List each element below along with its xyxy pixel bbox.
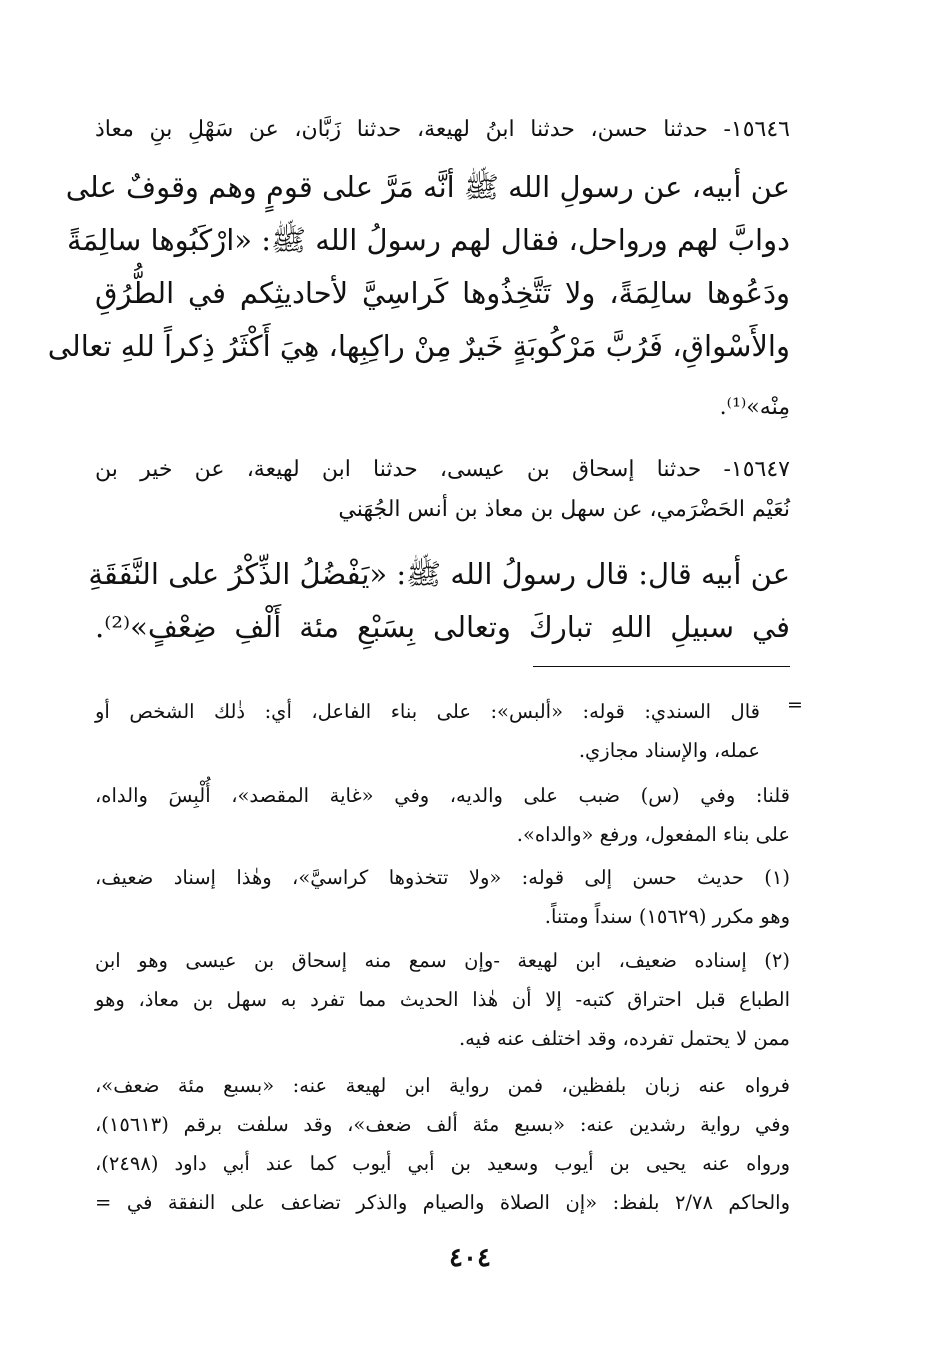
footnote-line: ممن لا يحتمل تفرده، وقد اختلف عنه فيه. [458,1027,790,1050]
footnote-2 [95,941,790,1058]
hadith-text-line: في سبيلِ اللهِ تباركَ وتعالى بِسَبْعِ مئة أَلْفِ ضِعْفٍ»⁽²⁾. [95,610,790,644]
continuation-mark: = [787,694,803,716]
hadith-15647-header [95,450,790,530]
footnote-separator [533,666,790,667]
footnote-riwaya [95,1066,790,1222]
hadith-text-line: عن أبيه قال: قال رسولُ الله ﷺ: «يَفْضُلُ الذِّكْرُ على النَّفَقَةِ [88,557,790,591]
footnote-sindi [95,692,760,770]
page-number: ٤٠٤ [449,1243,491,1273]
hadith-text-line: دوابَّ لهم ورواحل، فقال لهم رسولُ الله ﷺ: «ارْكَبُوها سالِمَةً [67,223,790,257]
hadith-text-line: مِنْه»⁽¹⁾. [719,395,790,420]
hadith-header-line: ١٥٦٤٦- حدثنا حسن، حدثنا ابنُ لهيعة، حدثنا زَبَّان، عن سَهْلِ بنِ معاذ [95,117,790,142]
footnote-qulna [95,776,790,854]
footnote-line: ورواه عنه يحيى بن أيوب وسعيد بن أبي أيوب كما عند أبي داود (٢٤٩٨)، [95,1152,790,1175]
hadith-text-line: عن أبيه، عن رسولِ الله ﷺ أنَّه مَرَّ على قومٍ وهم وقوفٌ على [65,170,790,204]
footnote-line: وفي رواية رشدين عنه: «بسبع مئة ألف ضعف»، وقد سلفت برقم (١٥٦١٣)، [95,1113,790,1136]
hadith-15646-header [95,110,790,150]
hadith-text-line: ودَعُوها سالِمَةً، ولا تَتَّخِذُوها كَراسِيَّ لأحاديثِكم في الطُّرُقِ [95,276,790,310]
footnote-line: قلنا: وفي (س) ضبب على والديه، وفي «غاية المقصد»، أُلْبِسَ والداه، [95,784,790,807]
footnote-line: عمله، والإسناد مجازي. [578,739,760,762]
footnote-line: وهو مكرر (١٥٦٢٩) سنداً ومتناً. [544,905,790,928]
footnote-line: قال السندي: قوله: «ألبس»: على بناء الفاعل، أي: ذٰلك الشخص أو [95,700,760,723]
hadith-text-line: والأَسْواقِ، فَرُبَّ مَرْكُوبَةٍ خَيرٌ مِنْ راكِبِها، هِيَ أَكْثَرُ ذِكراً للهِ تعالى [47,329,790,363]
hadith-header-line: نُعَيْم الحَضْرَمي، عن سهل بن معاذ بن أنس الجُهَني [338,497,790,522]
footnote-line: الطباع قبل احتراق كتبه- إلا أن هٰذا الحديث مما تفرد به سهل بن معاذ، وهو [95,988,790,1011]
footnote-line: (١) حديث حسن إلى قوله: «ولا تتخذوها كراسيَّ»، وهٰذا إسناد ضعيف، [95,866,790,889]
footnote-line: على بناء المفعول، ورفع «والداه». [516,823,790,846]
hadith-15646-text [47,161,790,373]
hadith-header-line: ١٥٦٤٧- حدثنا إسحاق بن عيسى، حدثنا ابن لهيعة، عن خير بن [95,457,790,482]
footnote-line: والحاكم ٢/٧٨ بلفظ: «إن الصلاة والصيام والذكر تضاعف على النفقة في = [95,1191,790,1214]
hadith-15647-text [88,548,790,654]
footnote-line: فرواه عنه زبان بلفظين، فمن رواية ابن لهيعة عنه: «بسبع مئة ضعف»، [95,1074,790,1097]
footnote-line: (٢) إسناده ضعيف، ابن لهيعة -وإن سمع منه إسحاق بن عيسى وهو ابن [95,949,790,972]
footnote-1 [95,858,790,936]
hadith-15646-ending [95,388,790,428]
